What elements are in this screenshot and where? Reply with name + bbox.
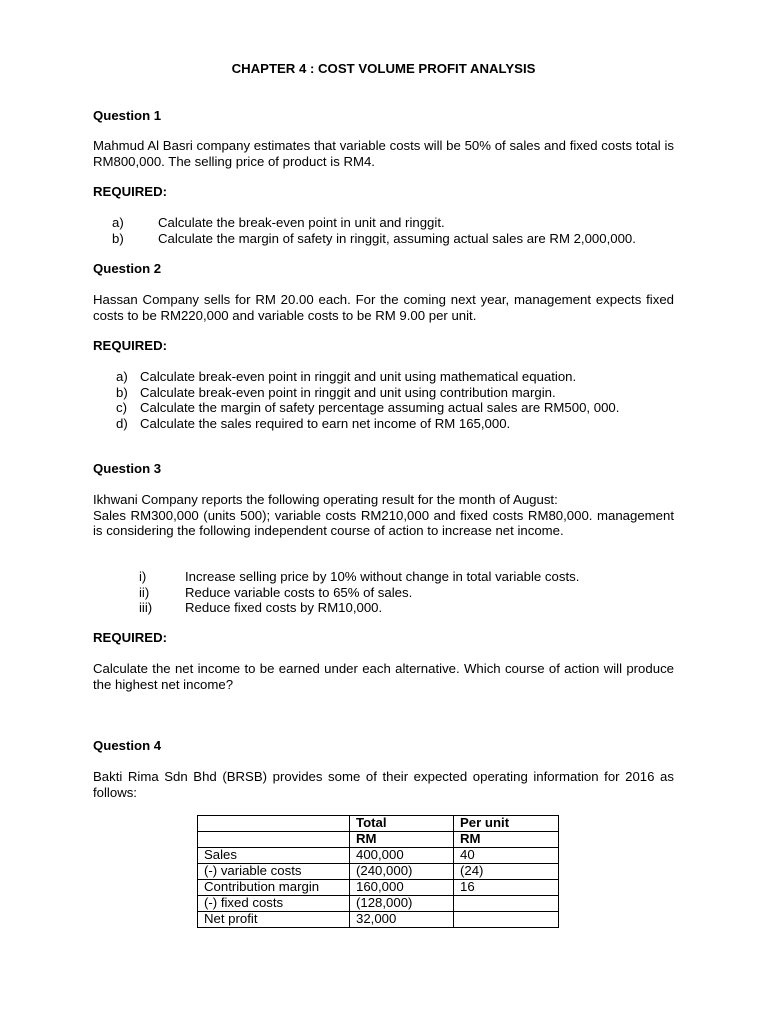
list-text: Calculate break-even point in ringgit and unit using mathematical equation. [140,369,577,384]
table-cell: (-) fixed costs [198,896,350,912]
table-cell: (24) [454,864,559,880]
question-3-text-line1: Ikhwani Company reports the following operating result for the month of August: [93,492,558,507]
table-header-cell: Total [350,816,454,832]
table-cell: Sales [198,848,350,864]
table-cell: 400,000 [350,848,454,864]
list-text: Reduce fixed costs by RM10,000. [185,600,383,616]
table-cell: Net profit [198,912,350,928]
question-2-heading: Question 2 [93,261,162,276]
list-text: Increase selling price by 10% without change in total variable costs. [185,569,580,584]
table-row [198,848,559,864]
question-4-heading: Question 4 [93,738,162,753]
table-cell: 40 [454,848,559,864]
list-marker: c) [116,400,127,416]
table-cell: Contribution margin [198,880,350,896]
table-header-cell: Per unit [454,816,559,832]
table-cell: 16 [454,880,559,896]
table-cell: (240,000) [350,864,454,880]
table-header-cell: RM [350,832,454,848]
question-2-required-label: REQUIRED: [93,338,167,353]
table-cell: 160,000 [350,880,454,896]
table-header-cell: RM [454,832,559,848]
list-marker: i) [139,569,147,584]
question-4-text: Bakti Rima Sdn Bhd (BRSB) provides some of their expected operating information for 2016 as follows: [93,769,674,800]
question-3-text-rest: Sales RM300,000 (units 500); variable costs RM210,000 and fixed costs RM80,000. management is considering the following independent course of action to increase net income. [93,507,674,539]
table-header-row [198,832,559,848]
question-3-text [93,492,674,539]
table-cell: 32,000 [350,912,454,928]
list-text: Calculate the break-even point in unit and ringgit. [158,215,445,230]
table-header-row [198,816,559,832]
list-marker: ii) [139,584,150,600]
table-cell [454,896,559,912]
question-1-text: Mahmud Al Basri company estimates that variable costs will be 50% of sales and fixed costs total is RM800,000. The selling price of product is RM4. [93,138,674,169]
table-cell: (-) variable costs [198,864,350,880]
list-marker: a) [112,215,124,230]
chapter-title: CHAPTER 4 : COST VOLUME PROFIT ANALYSIS [231,61,536,76]
list-marker: d) [116,415,128,431]
question-1-required-label: REQUIRED: [93,184,167,199]
list-marker: a) [116,369,128,384]
table-row [198,896,559,912]
table-row [198,880,559,896]
list-marker: b) [116,384,128,400]
table-row [198,864,559,880]
list-text: Calculate break-even point in ringgit and unit using contribution margin. [140,384,556,400]
question-2-text: Hassan Company sells for RM 20.00 each. For the coming next year, management expects fixed costs to be RM220,000 and variable costs to be RM 9.00 per unit. [93,292,674,323]
table-cell [454,912,559,928]
list-marker: b) [112,230,124,246]
question-1-heading: Question 1 [93,108,162,123]
operating-info-table [197,815,559,928]
list-text: Calculate the margin of safety in ringgit, assuming actual sales are RM 2,000,000. [158,230,636,246]
table-header-cell [198,816,350,832]
list-text: Calculate the margin of safety percentage assuming actual sales are RM500, 000. [140,400,620,416]
list-marker: iii) [139,600,153,616]
list-text: Calculate the sales required to earn net income of RM 165,000. [140,415,511,431]
table-row [198,912,559,928]
table-cell: (128,000) [350,896,454,912]
table-header-cell [198,832,350,848]
question-3-required-label: REQUIRED: [93,630,167,645]
question-3-required-text: Calculate the net income to be earned under each alternative. Which course of action will produce the highest net income? [93,661,674,692]
list-text: Reduce variable costs to 65% of sales. [185,584,413,600]
question-3-heading: Question 3 [93,461,162,476]
